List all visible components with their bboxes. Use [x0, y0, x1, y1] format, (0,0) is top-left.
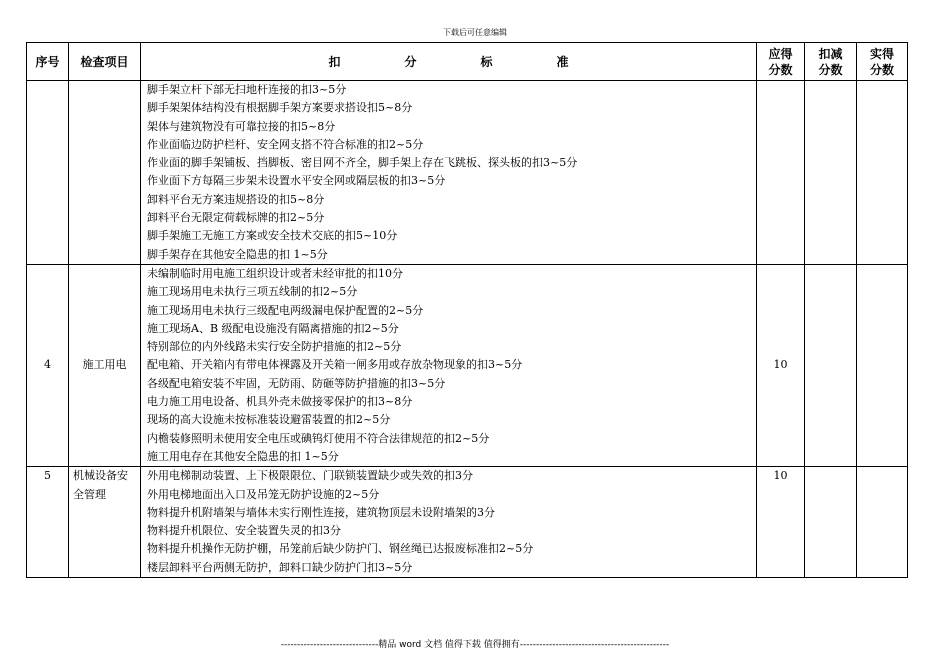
- standard-line: 各级配电箱安装不牢固，无防雨、防砸等防护措施的扣3~5分: [147, 376, 446, 390]
- top-note: 下载后可任意编辑: [443, 28, 507, 37]
- standard-line: 脚手架立杆下部无扫地杆连接的扣3~5分: [147, 83, 347, 96]
- header-seq: 序号: [27, 43, 69, 81]
- header-standard-char: 扣: [328, 54, 341, 69]
- standard-line: 楼层卸料平台两侧无防护，卸料口缺少防护门扣3~5分: [147, 560, 413, 574]
- header-standard-char: 准: [556, 54, 569, 69]
- header-should-score-line: 应得: [768, 46, 793, 61]
- header-actual-line: 分数: [869, 62, 894, 77]
- should-score-cell: 10: [757, 264, 805, 466]
- standard-line: 施工现场用电未执行三项五线制的扣2~5分: [147, 285, 358, 299]
- standard-line: 物料提升机附墙架与墙体未实行刚性连接，建筑物顶层未设附墙架的3分: [147, 505, 495, 519]
- standard-line: 电力施工用电设备、机具外壳未做接零保护的扣3~8分: [147, 395, 413, 409]
- inspection-table: [26, 42, 908, 578]
- actual-cell: [857, 81, 908, 265]
- standard-line: 现场的高大设施未按标准装设避雷装置的扣2~5分: [147, 413, 391, 427]
- standard-cell: [141, 81, 757, 265]
- deduct-cell: [805, 81, 857, 265]
- standard-line: 脚手架存在其他安全隐患的扣 1~5分: [147, 247, 328, 261]
- standard-line: 作业面的脚手架铺板、挡脚板、密目网不齐全，脚手架上存在飞跳板、探头板的扣3~5分: [147, 156, 578, 170]
- standard-line: 未编制临时用电施工组织设计或者未经审批的扣10分: [147, 266, 403, 280]
- standard-line: 物料提升机操作无防护棚，吊笼前后缺少防护门、钢丝绳已达报废标准扣2~5分: [147, 542, 534, 556]
- standard-line: 特别部位的内外线路未实行安全防护措施的扣2~5分: [147, 340, 402, 354]
- header-actual: [857, 43, 908, 81]
- footer-banner: ------------------------------精品 word 文档 值得下载 值得拥有----------------------------------------------: [280, 640, 670, 650]
- standard-line: 脚手架施工无施工方案或安全技术交底的扣5~10分: [147, 229, 398, 243]
- seq-cell: 5: [27, 467, 69, 578]
- header-should-score: [757, 43, 805, 81]
- standard-line: 作业面临边防护栏杆、安全网支搭不符合标准的扣2~5分: [147, 137, 424, 151]
- seq-cell: [27, 81, 69, 265]
- standard-cell: [141, 467, 757, 578]
- item-cell: 施工用电: [69, 264, 141, 466]
- standard-line: 外用电梯制动装置、上下极限限位、门联锁装置缺少或失效的扣3分: [147, 469, 473, 483]
- header-deduct-line: 扣减: [818, 46, 843, 61]
- header-row: [27, 43, 908, 81]
- table-row: [27, 81, 908, 265]
- header-standard-char: 分: [404, 54, 417, 69]
- deduct-cell: [805, 467, 857, 578]
- standard-line: 卸料平台无限定荷载标牌的扣2~5分: [147, 211, 325, 225]
- item-cell: 机械设备安全管理: [69, 467, 141, 578]
- standard-line: 架体与建筑物没有可靠拉接的扣5~8分: [147, 119, 336, 133]
- header-should-score-line: 分数: [768, 62, 793, 77]
- should-score-cell: [757, 81, 805, 265]
- header-item: 检查项目: [69, 43, 141, 81]
- item-cell: [69, 81, 141, 265]
- standard-line: 内檐装修照明未使用安全电压或碘钨灯使用不符合法律规范的扣2~5分: [147, 431, 490, 445]
- standard-line: 配电箱、开关箱内有带电体裸露及开关箱一闸多用或存放杂物现象的扣3~5分: [147, 358, 523, 372]
- standard-line: 卸料平台无方案违规搭设的扣5~8分: [147, 192, 325, 206]
- actual-cell: [857, 467, 908, 578]
- standard-line: 作业面下方每隔三步架未设置水平安全网或隔层板的扣3~5分: [147, 174, 446, 188]
- standard-line: 脚手架架体结构没有根据脚手架方案要求搭设扣5~8分: [147, 101, 413, 115]
- standard-line: 施工现场用电未执行三级配电两级漏电保护配置的2~5分: [147, 303, 424, 317]
- header-deduct-line: 分数: [818, 62, 843, 77]
- standard-cell: [141, 264, 757, 466]
- header-actual-line: 实得: [869, 46, 894, 61]
- header-standard-char: 标: [480, 54, 493, 69]
- table-row: [27, 264, 908, 466]
- standard-line: 施工现场A、B 级配电设施没有隔离措施的扣2~5分: [147, 321, 399, 335]
- standard-line: 物料提升机限位、安全装置失灵的扣3分: [147, 524, 341, 538]
- actual-cell: [857, 264, 908, 466]
- deduct-cell: [805, 264, 857, 466]
- standard-line: 施工用电存在其他安全隐患的扣 1~5分: [147, 449, 339, 463]
- table-row: [27, 467, 908, 578]
- standard-line: 外用电梯地面出入口及吊笼无防护设施的2~5分: [147, 487, 380, 501]
- header-deduct: [805, 43, 857, 81]
- seq-cell: 4: [27, 264, 69, 466]
- should-score-cell: 10: [757, 467, 805, 578]
- header-standard: [141, 43, 757, 81]
